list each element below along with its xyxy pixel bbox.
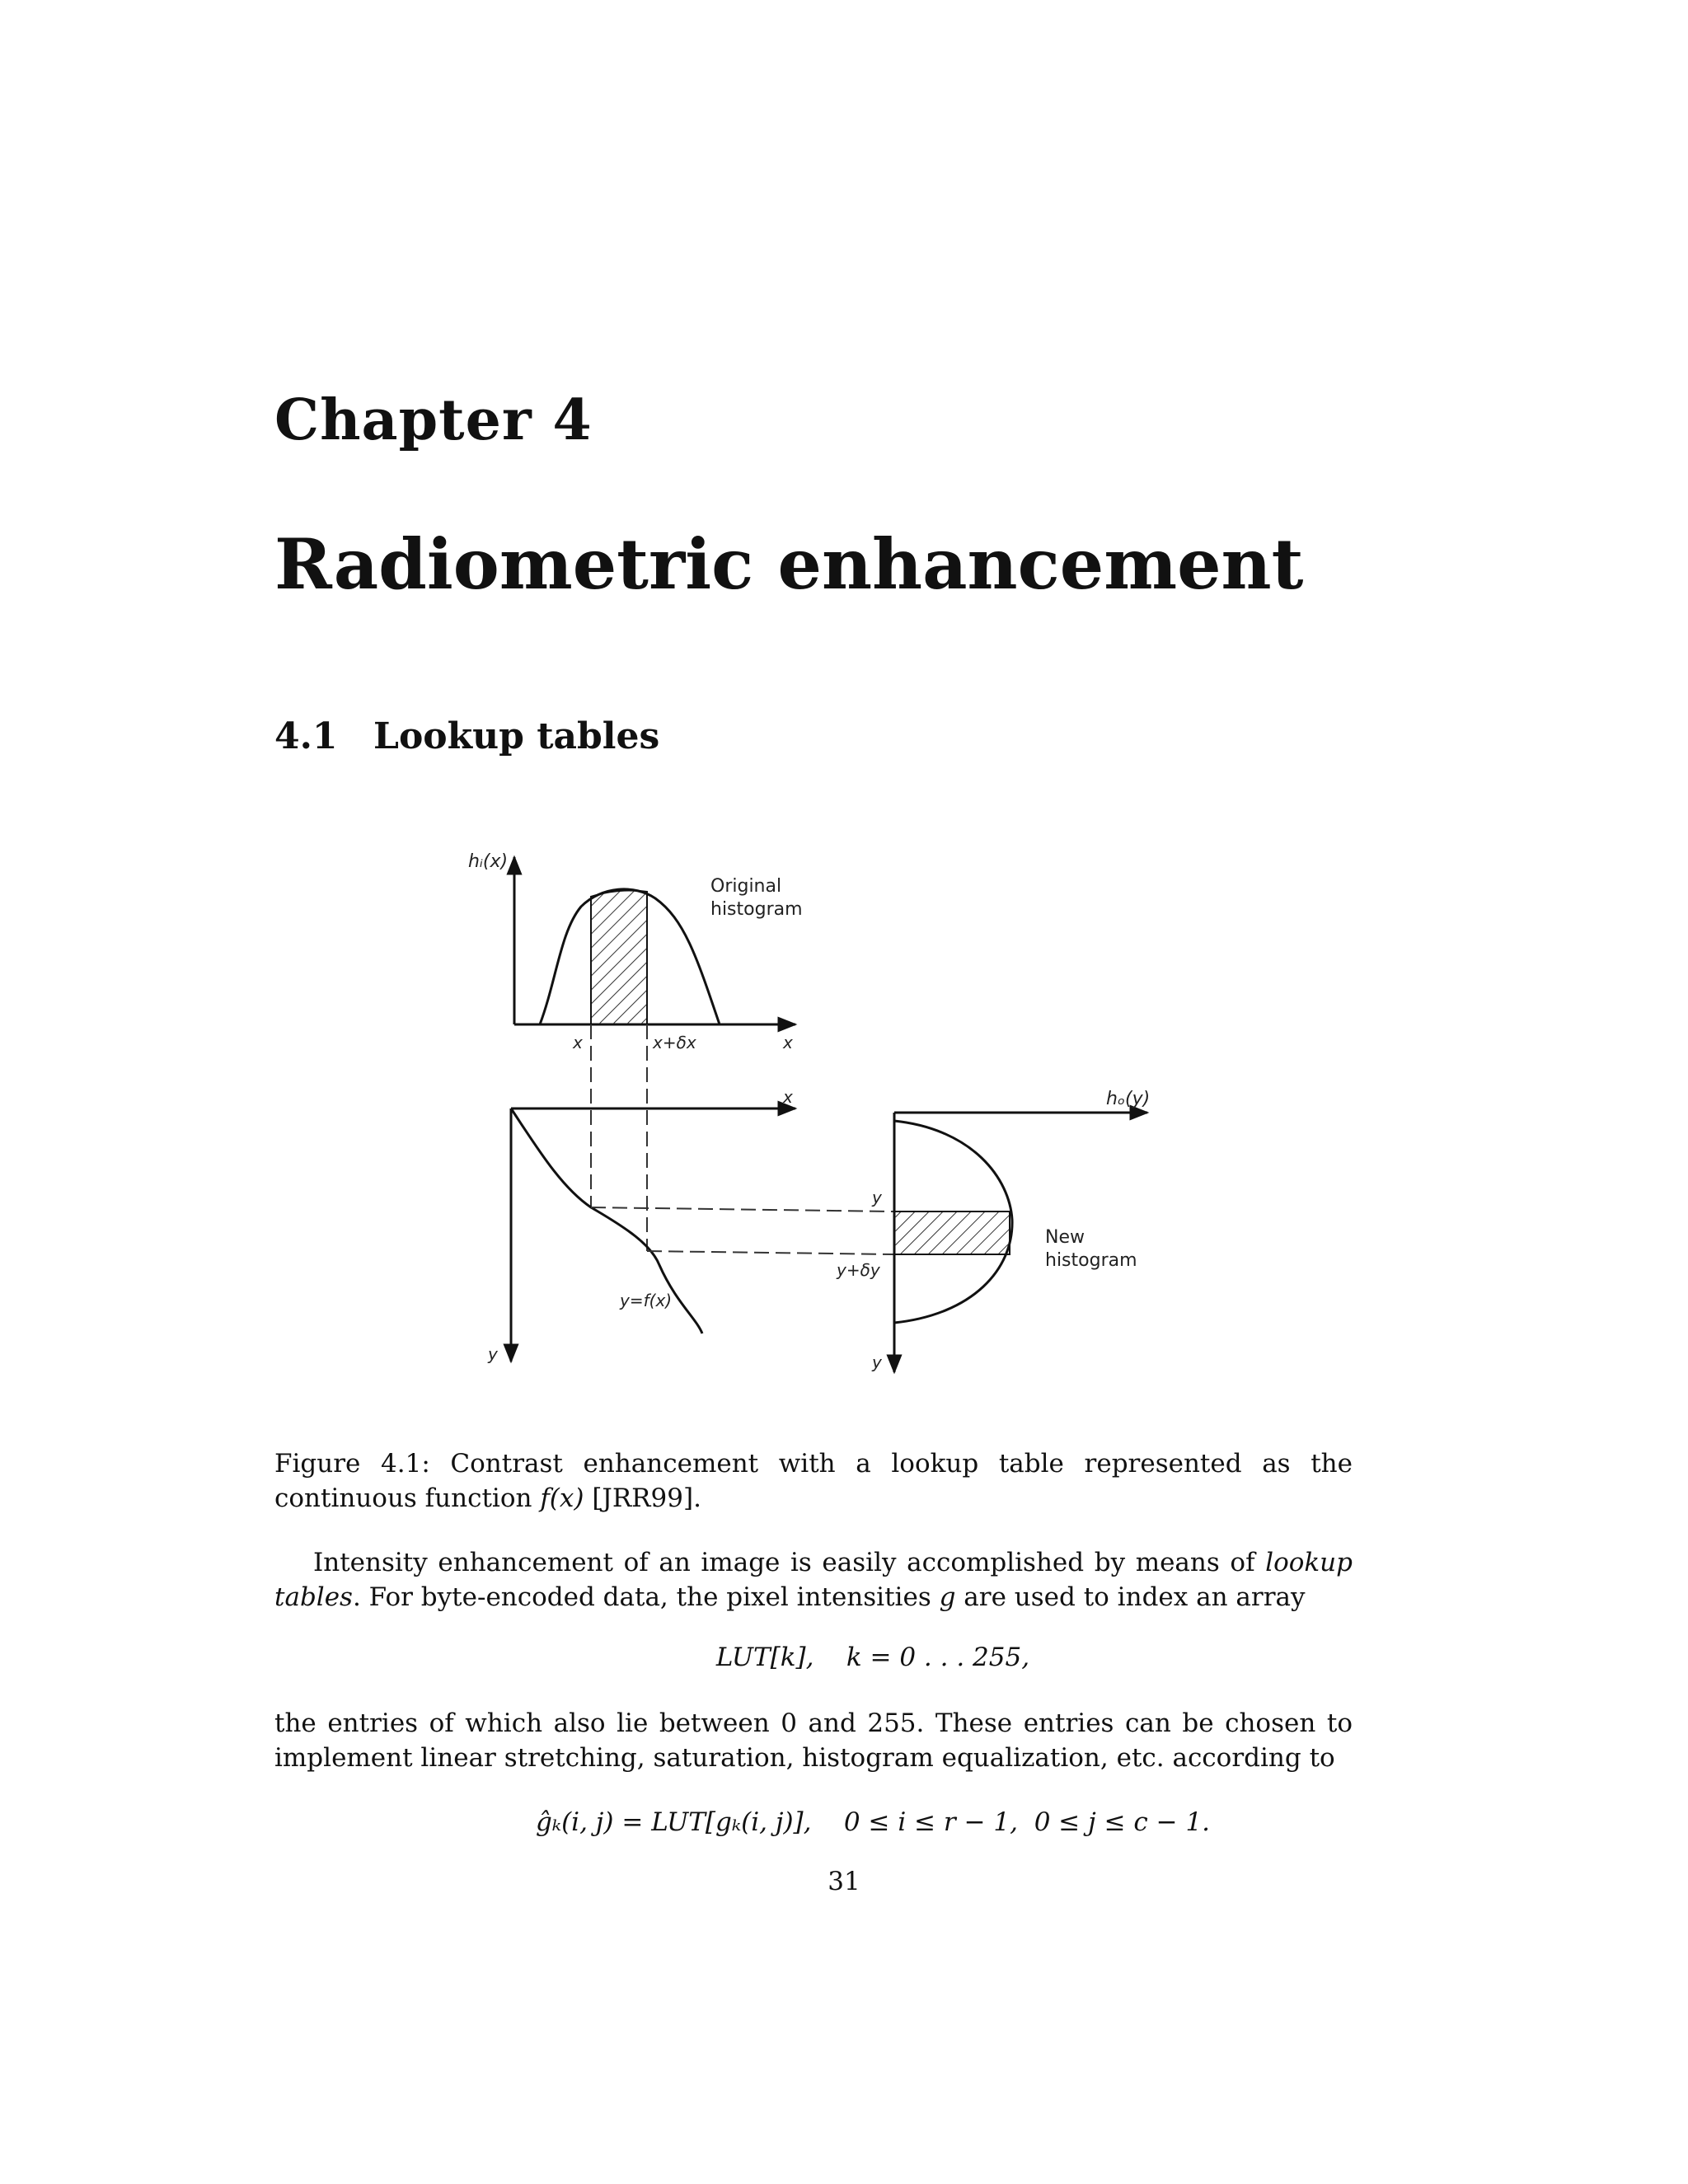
transfer-function-curve — [511, 1108, 702, 1333]
original-histogram-hatched-strip — [591, 890, 647, 1024]
figure-caption — [274, 1446, 1353, 1516]
chapter-label: Chapter 4 — [274, 387, 593, 453]
mid-x-axis-label: x — [783, 1087, 793, 1107]
projection-y-dashed — [591, 1207, 894, 1212]
original-histogram-label-line2: histogram — [710, 899, 803, 920]
projection-y-dy-dashed — [647, 1251, 894, 1254]
right-y-axis-label: y — [872, 1352, 882, 1372]
page-number: 31 — [828, 1867, 860, 1896]
new-histogram-label-line2: histogram — [1045, 1250, 1137, 1271]
equation-lut-index: LUT[k], k = 0 . . . 255, — [715, 1643, 1030, 1672]
caption-citation: [JRR99]. — [584, 1483, 701, 1513]
p1-emphasis: lookup tables — [274, 1548, 1353, 1612]
p1-variable-g: g — [939, 1582, 956, 1612]
caption-function: f(x) — [540, 1483, 584, 1513]
p1-text-b: . For byte-encoded data, the pixel intensities — [352, 1582, 940, 1612]
paragraph-intro — [274, 1545, 1353, 1615]
x-tick-label: x — [573, 1033, 583, 1052]
equation-lut-mapping: ĝₖ(i, j) = LUT[gₖ(i, j)], 0 ≤ i ≤ r − 1, 0 ≤ j ≤ c − 1. — [535, 1807, 1211, 1837]
paragraph-entries: the entries of which also lie between 0 and 255. These entries can be chosen to implement linear stretching, saturation, histogram equalization, etc. according to — [274, 1708, 1353, 1773]
hi-axis-label: hᵢ(x) — [468, 851, 509, 872]
section-title: Lookup tables — [373, 715, 660, 757]
chapter-title: Radiometric enhancement — [274, 523, 1304, 605]
y-tick-label: y — [872, 1188, 882, 1207]
x-plus-dx-tick-label: x+δx — [653, 1033, 696, 1052]
transfer-function-label: y=f(x) — [620, 1291, 673, 1310]
ho-axis-label: hₒ(y) — [1106, 1089, 1151, 1109]
new-histogram-label-line1: New — [1045, 1227, 1085, 1248]
original-histogram-label-line1: Original — [710, 876, 782, 897]
left-y-axis-label: y — [488, 1344, 498, 1364]
caption-text: Figure 4.1: Contrast enhancement with a lookup table represented as the continuous function — [274, 1449, 1353, 1513]
y-plus-dy-tick-label: y+δy — [837, 1260, 880, 1280]
p1-text-a: Intensity enhancement of an image is easily accomplished by means of — [313, 1548, 1266, 1577]
new-histogram-hatched-strip — [894, 1212, 1010, 1254]
top-x-axis-label: x — [783, 1033, 793, 1052]
section-number: 4.1 — [274, 715, 338, 757]
p1-text-c: are used to index an array — [955, 1582, 1306, 1612]
